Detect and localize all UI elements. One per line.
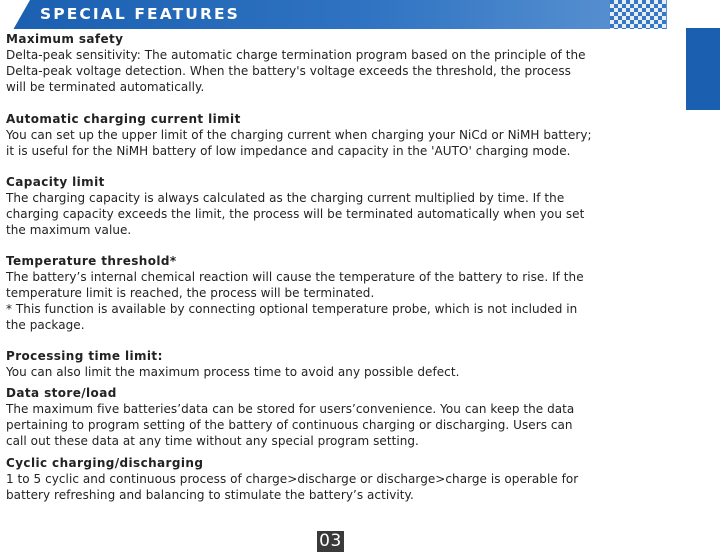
checker-pattern-decoration bbox=[610, 0, 666, 29]
page-number: 03 bbox=[317, 531, 344, 552]
features-content bbox=[6, 31, 666, 503]
body-line: the package. bbox=[6, 318, 85, 332]
body-line: call out these data at any time without any special program setting. bbox=[6, 434, 419, 448]
body-line: Delta-peak voltage detection. When the battery's voltage exceeds the threshold, the process bbox=[6, 64, 571, 78]
section-heading: Capacity limit bbox=[6, 175, 105, 189]
banner-title: SPECIAL FEATURES bbox=[40, 5, 240, 23]
body-line: The battery’s internal chemical reaction will cause the temperature of the battery to rise. If the bbox=[6, 270, 584, 284]
body-line: the maximum value. bbox=[6, 223, 132, 237]
body-line: 1 to 5 cyclic and continuous process of charge>discharge or discharge>charge is operable for bbox=[6, 472, 579, 486]
section-heading: Maximum safety bbox=[6, 32, 124, 46]
section-heading: Temperature threshold* bbox=[6, 254, 177, 268]
body-line: Delta-peak sensitivity: The automatic charge termination program based on the principle of the bbox=[6, 48, 586, 62]
banner-accent-shape bbox=[0, 0, 30, 29]
body-line: You can also limit the maximum process time to avoid any possible defect. bbox=[6, 365, 460, 379]
section-heading: Processing time limit: bbox=[6, 349, 163, 363]
section-heading: Automatic charging current limit bbox=[6, 112, 241, 126]
section-heading: Cyclic charging/discharging bbox=[6, 456, 204, 470]
section-data-store-load bbox=[6, 385, 666, 449]
body-line: charging capacity exceeds the limit, the process will be terminated automatically when you set bbox=[6, 207, 585, 221]
section-capacity-limit bbox=[6, 174, 666, 238]
body-line: The charging capacity is always calculated as the charging current multiplied by time. If the bbox=[6, 191, 565, 205]
body-line: temperature limit is reached, the process will be terminated. bbox=[6, 286, 375, 300]
section-cyclic-charging bbox=[6, 455, 666, 503]
body-line: battery refreshing and balancing to stimulate the battery’s activity. bbox=[6, 488, 414, 502]
section-heading: Data store/load bbox=[6, 386, 117, 400]
section-temperature-threshold bbox=[6, 253, 666, 333]
section-processing-time-limit bbox=[6, 348, 666, 380]
body-line: will be terminated automatically. bbox=[6, 80, 205, 94]
section-banner bbox=[0, 0, 667, 29]
section-charging-current-limit bbox=[6, 111, 666, 159]
body-line: it is useful for the NiMH battery of low impedance and capacity in the 'AUTO' charging mode. bbox=[6, 144, 571, 158]
body-line: The maximum five batteries’data can be stored for users’convenience. You can keep the data bbox=[6, 402, 575, 416]
side-tab-marker bbox=[686, 28, 720, 110]
body-line: * This function is available by connecting optional temperature probe, which is not included in bbox=[6, 302, 578, 316]
body-line: pertaining to program setting of the battery of continuous charging or discharging. Users can bbox=[6, 418, 573, 432]
section-maximum-safety bbox=[6, 31, 666, 95]
body-line: You can set up the upper limit of the charging current when charging your NiCd or NiMH battery; bbox=[6, 128, 592, 142]
